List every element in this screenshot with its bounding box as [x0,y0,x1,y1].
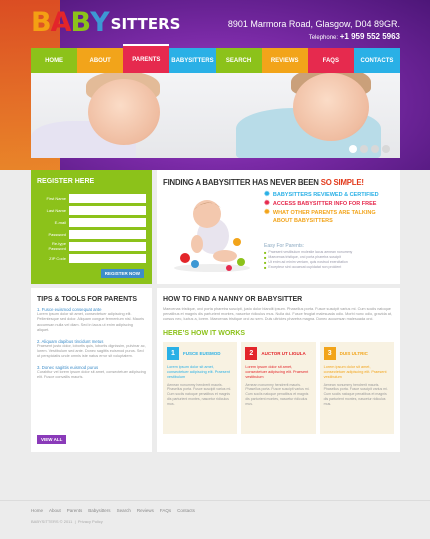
nav-reviews[interactable] [262,48,308,73]
nav-label: PARENTS [132,56,161,63]
retype-password-field[interactable] [69,242,146,251]
step-number: 1 [167,347,179,360]
nanny-body: Maecenas tristique, orci porta pharetra suscipit, justo dolor blandit ipsum. Phasellus porta. Fusce suscipit varius mi. Cum sociis natoque penatibus et magnis dis parturient montes, nascetur ridiculus mus. Nulla dui. Fusce feugiat malesuada odio. Morbi nunc odio, gravida at, cursus nec, luctus a, lorem. Maecenas tristique orci ac sem. Duis ultricies pharetra magna. Donec accumsan malesuada orci. [163,307,392,322]
bullet-text: ACCESS BABYSITTER INFO FOR FREE [272,201,377,207]
logo-letter: A [50,7,71,38]
finding-title [163,178,364,187]
privacy-policy-link[interactable]: Privacy Policy [77,519,103,524]
last-name-field[interactable] [69,206,146,215]
register-row [37,241,146,251]
finding-panel [157,170,400,284]
gear-icon: ✹ [264,209,270,216]
step-lead: Lorem ipsum dolor sit amet, consectetuer adipiscing elit. Praesent vestibulum [167,364,230,379]
register-title: REGISTER HERE [37,178,95,185]
header-address: 8901 Marmora Road, Glasgow, D04 89GR. [227,19,400,29]
footer-link[interactable]: Search [116,508,131,513]
register-row [37,217,146,227]
register-row [37,253,146,263]
slider-dot[interactable] [349,145,357,153]
step-body: Aenean nonummy hendrerit mauris. Phasellus porta. Fusce suscipit varius mi. Cum sociis natoque penatibus et magnis dis parturient montes, nascetur ridiculus mus. [323,382,388,406]
footer-nav [31,508,195,513]
step-number: 2 [245,347,257,360]
finding-title-accent: SO SIMPLE! [320,178,364,187]
nav-contacts[interactable] [354,48,400,73]
bullet-text: WHAT OTHER PARENTS ARE TALKING ABOUT BABYSITTERS [272,210,376,224]
footer-divider [0,500,430,501]
finding-title-prefix: FINDING A BABYSITTER HAS NEVER BEEN [163,178,321,187]
header [0,0,430,170]
register-now-button[interactable]: REGISTER NOW [101,269,144,278]
tip-body: Praesent justo dolor, lobortis quis, lobortis dignissim, pulvinar ac, lorem. Vestibulum sed ante. Donec sagittis euismod purus. Sed ut perspiciatis unde omnis iste natus error sit voluptatem. [37,343,146,359]
tips-title: TIPS & TOOLS FOR PARENTS [37,296,138,303]
easy-list-item[interactable] [264,265,352,270]
nav-babysitters[interactable] [169,48,215,73]
step-title[interactable]: FUSCE EUISMOD [183,350,221,356]
register-row [37,229,146,239]
nav-search[interactable] [216,48,262,73]
header-phone [309,32,400,41]
gear-icon: ✹ [264,200,270,207]
steps [163,342,394,434]
finding-bullets [264,191,394,226]
step-title[interactable]: DUIS ULTRIC [339,350,368,356]
logo-letter: B [31,7,51,38]
nav-parents[interactable] [123,44,169,73]
register-row [37,193,146,203]
gear-icon: ✹ [264,191,270,198]
easy-item-text: Excepteur sint occaecat cupidatat non proident [268,265,342,269]
logo-sitters: SITTERS [110,15,181,33]
easy-item-text: Maecenas tristique, orci porta pharetra suscipit [268,255,341,259]
check-icon: ■ [264,255,267,260]
password-field[interactable] [69,230,146,239]
bullet-item[interactable] [264,209,394,225]
slider-dot[interactable] [360,145,368,153]
nav-label: BABYSITTERS [171,57,214,64]
copyright-text: BABYSITTERS © 2011 [31,519,73,524]
logo-letter: B [70,7,91,38]
check-icon: ■ [264,260,267,265]
nav-label: REVIEWS [270,57,299,64]
zip-code-field[interactable] [69,254,146,263]
field-label: ZIP Code [49,255,66,261]
check-icon: ■ [264,250,267,255]
nav-label: SEARCH [225,57,252,64]
easy-item-text: Praesent vestibulum molestie lacus aenean nonummy [268,250,353,254]
nav-label: FAQS [322,57,339,64]
nav-about[interactable] [77,48,123,73]
logo-letter: Y [90,7,109,38]
tip-heading[interactable]: 1. Fusce euismod consequat ante [37,307,102,312]
nav-faqs[interactable] [308,48,354,73]
easy-for-parents-title: Easy For Parents: [264,243,305,249]
nanny-title: HOW TO FIND A NANNY OR BABYSITTER [163,296,303,303]
step-card [241,342,315,434]
nav-home[interactable] [31,48,77,73]
nav-label: ABOUT [89,57,111,64]
field-label: Password [48,231,66,237]
bullet-item[interactable] [264,200,394,208]
tip-heading[interactable]: 2. Aliquam dapibus tincidunt metus [37,338,104,344]
nav-label: HOME [45,57,64,64]
tips-panel [31,288,152,452]
field-label: Last Name [46,207,66,213]
field-label: E-mail [54,219,66,225]
hero-slider [31,73,400,158]
register-panel [31,170,152,284]
email-field[interactable] [69,218,146,227]
register-row [37,205,146,215]
main-nav [31,48,400,73]
view-all-button[interactable]: VIEW ALL [37,435,66,444]
first-name-field[interactable] [69,194,146,203]
step-number: 3 [324,347,336,360]
step-header [167,347,233,360]
footer-link[interactable]: FAQs [159,508,172,513]
logo[interactable] [31,8,180,36]
footer-link[interactable]: Babysitters [88,508,111,513]
field-label: Re-type Password [48,241,66,251]
baby-playing-image [167,196,257,274]
step-header [324,347,390,360]
slider-dot[interactable] [382,145,390,153]
step-card [163,342,237,434]
easy-list [264,250,352,270]
nav-label: CONTACTS [360,57,394,64]
slider-dot[interactable] [371,145,379,153]
tip-body: Curabitur vel lorem ipsum dolor sit amet, consectetuer adipiscing elit. Fusce convallis mauris. [37,369,146,380]
easy-item-text: Ut enim ad minim veniam, quis nostrud exercitation [268,260,348,264]
footer-link[interactable]: Contacts [177,508,195,513]
step-header [245,347,311,360]
step-card [320,342,394,434]
tip-heading[interactable]: 3. Donec sagittis euismod purus [37,364,99,370]
step-lead: Lorem ipsum dolor sit amet, consectetuer adipiscing elit. Praesent vestibulum [323,364,387,379]
tip-body: Lorem ipsum dolor sit amet, consectetuer adipiscing elit. Pellentesque sed dolor. Aliquam congue fermentum nisl. Mauris accumsan nulla vel diam. Sed in lacus ut enim adipiscing aliquet. [37,312,145,333]
step-body: Aenean nonummy hendrerit mauris. Phasellus porta. Fusce suscipit varius mi. Cum sociis natoque penatibus et magnis dis parturient montes, nascetur ridiculus mus. [245,382,310,406]
phone-number: +1 959 552 5963 [339,32,400,41]
phone-label: Telephone: [308,35,339,41]
step-lead: Lorem ipsum dolor sit amet, consectetuer adipiscing elit. Praesent vestibulum [245,364,309,379]
copyright: BABYSITTERS © 2011 | Privacy Policy [31,519,103,524]
baby-face-left [88,79,160,145]
step-title[interactable]: AUCTOR UT LIGULA [261,350,306,356]
footer-link[interactable]: Home [31,508,44,513]
footer-link[interactable]: About [49,508,61,513]
footer-link[interactable]: Reviews [136,508,154,513]
field-label: First Name [46,195,66,201]
check-icon: ■ [264,265,267,270]
nanny-panel [157,288,400,452]
footer-link[interactable]: Parents [66,508,83,513]
slider-dots [349,145,390,153]
how-it-works-title: HERE’S HOW IT WORKS [163,329,246,337]
bullet-text: BABYSITTERS REVIEWED & CERTIFIED [272,192,379,198]
bullet-item[interactable] [264,191,394,199]
baby-face-right [293,73,369,141]
step-body: Aenean nonummy hendrerit mauris. Phasellus porta. Fusce suscipit varius mi. Cum sociis natoque penatibus et magnis dis parturient montes, nascetur ridiculus mus. [167,382,232,406]
